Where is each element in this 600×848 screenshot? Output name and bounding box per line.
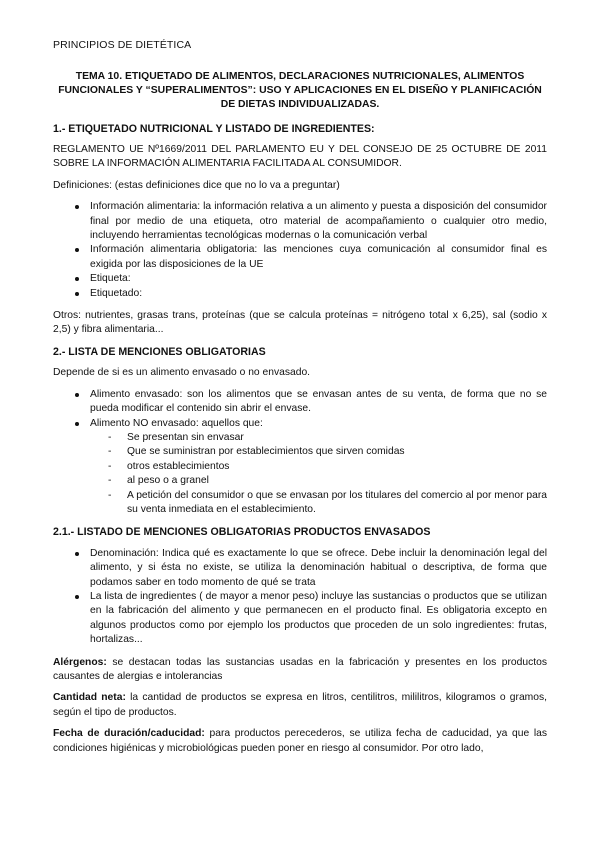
list-item: Información alimentaria obligatoria: las menciones cuya comunicación al consumidor final es exigida por las disposiciones de la UE <box>53 243 547 272</box>
list-item: Información alimentaria: la información relativa a un alimento y puesta a disposición del consumidor final por medio de una etiqueta, otro material de acompañamiento o cualquier otro medio, incluyendo herramientas tecnológicas modernas o la comunicación verbal <box>53 200 547 243</box>
list-item: Alimento envasado: son los alimentos que se envasan antes de su venta, de forma que no se pueda modificar el contenido sin abrir el envase. <box>53 388 547 417</box>
sub-list-item: - Que se suministran por establecimientos que sirven comidas <box>90 445 547 459</box>
net-quantity-text: la cantidad de productos se expresa en litros, centilitros, mililitros, kilogramos o gramos, según el tipo de productos. <box>53 692 547 718</box>
expiry-date-paragraph <box>53 727 547 756</box>
section-1-heading: 1.- ETIQUETADO NUTRICIONAL Y LISTADO DE INGREDIENTES: <box>53 122 375 135</box>
section-2-intro: Depende de si es un alimento envasado o no envasado. <box>53 367 311 379</box>
sub-list <box>90 431 547 517</box>
net-quantity-paragraph <box>53 691 547 720</box>
sub-list-item: - Se presentan sin envasar <box>90 431 547 445</box>
section-2-1-heading: 2.1.- LISTADO DE MENCIONES OBLIGATORIAS PRODUCTOS ENVASADOS <box>53 526 431 539</box>
page-header: PRINCIPIOS DE DIETÉTICA <box>53 39 192 51</box>
expiry-date-label: Fecha de duración/caducidad: <box>53 728 205 740</box>
sub-list-item: - otros establecimientos <box>90 460 547 474</box>
list-item: La lista de ingredientes ( de mayor a menor peso) incluye las sustancias o productos que se utilizan en la fabricación del alimento y que permanecen en el producto final. Es obligatoria excepto en algunos productos como por ejemplo los productos que proceden de un solo ingredientes: frutas, hortalizas... <box>53 590 547 648</box>
section-2-heading: 2.- LISTA DE MENCIONES OBLIGATORIAS <box>53 345 266 358</box>
list-item-text: Alimento NO envasado: aquellos que: <box>90 417 263 429</box>
packaging-list <box>53 388 547 518</box>
net-quantity-label: Cantidad neta: <box>53 692 126 704</box>
sub-list-item: - A petición del consumidor o que se envasan por los titulares del comercio al por menor para su venta inmediata en el establecimiento. <box>90 489 547 518</box>
mandatory-mentions-list <box>53 547 547 648</box>
list-item: Denominación: Indica qué es exactamente lo que se ofrece. Debe incluir la denominación legal del alimento, y si ésta no existe, se utiliza la denominación habitual o descriptiva, de forma que podamos saber en todo momento de qué se trata <box>53 547 547 590</box>
definitions-list <box>53 200 547 301</box>
regulation-text: REGLAMENTO UE Nº1669/2011 DEL PARLAMENTO EU Y DEL CONSEJO DE 25 OCTUBRE DE 2011 SOBRE LA INFORMACIÓN ALIMENTARIA FACILITADA AL CONSUMIDOR. <box>53 144 547 170</box>
others-paragraph: Otros: nutrientes, grasas trans, proteínas (que se calcula proteínas = nitrógeno total x 6,25), sal (sodio x 2,5) y fibra alimentaria... <box>53 310 547 336</box>
expiry-date-text: para productos perecederos, se utiliza fecha de caducidad, ya que las condiciones higiénicas y microbiológicas pueden poner en riesgo al consumidor. Por otro lado, <box>53 728 548 754</box>
definitions-intro: Definiciones: (estas definiciones dice que no lo va a preguntar) <box>53 179 340 191</box>
allergens-label: Alérgenos: <box>53 656 107 668</box>
document-body <box>53 70 547 763</box>
allergens-text: se destacan todas las sustancias usadas en la fabricación y presentes en los productos causantes de alergias e intolerancias <box>53 656 547 683</box>
list-item: Etiqueta: <box>53 272 547 286</box>
list-item: Etiquetado: <box>53 287 547 301</box>
sub-list-item: - al peso o a granel <box>90 474 547 488</box>
list-item <box>53 417 547 518</box>
allergens-paragraph <box>53 656 547 685</box>
document-title: TEMA 10. ETIQUETADO DE ALIMENTOS, DECLARACIONES NUTRICIONALES, ALIMENTOS FUNCIONALES Y “SUPERALIMENTOS”: USO Y APLICACIONES EN EL DISEÑO Y PLANIFICACIÓN DE DIETAS INDIVIDUALIZADAS. <box>58 71 542 111</box>
